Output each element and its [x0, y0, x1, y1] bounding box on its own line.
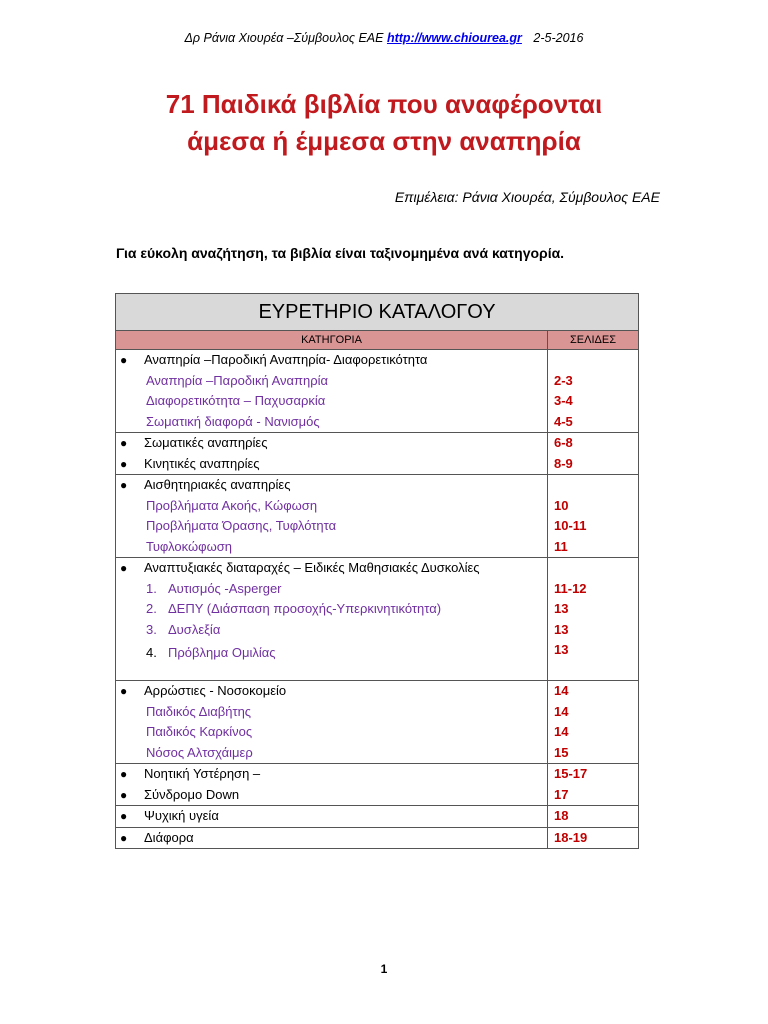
column-header-pages: ΣΕΛΙΔΕΣ	[548, 331, 639, 350]
bullet-icon: ●	[120, 767, 128, 781]
subcategory-label: Αναπηρία –Παροδική Αναπηρία	[146, 372, 329, 388]
header-link[interactable]: http://www.chiourea.gr	[386, 31, 522, 45]
page-range: 15	[554, 744, 569, 760]
category-label: Διάφορα	[144, 829, 194, 845]
category-label: Αναπτυξιακές διαταραχές – Ειδικές Μαθησιακές Δυσκολίες	[144, 560, 480, 575]
list-item	[116, 558, 547, 579]
header-date: 2-5-2016	[533, 31, 584, 45]
category-cell	[116, 827, 548, 849]
page-range: 15-17	[554, 766, 588, 781]
page-range: 2-3	[554, 372, 573, 388]
page-range: 10-11	[554, 518, 587, 533]
subcategory-label: Νόσος Αλτσχάιμερ	[146, 744, 253, 760]
page-range: 17	[554, 786, 569, 802]
pages-cell	[548, 350, 639, 433]
title-line-2: άμεσα ή έμμεσα στην αναπηρία	[187, 126, 581, 156]
table-row	[116, 827, 639, 849]
page-range: 4-5	[554, 413, 573, 429]
document-title	[0, 86, 768, 160]
page-range: 13	[554, 642, 569, 657]
category-cell	[116, 764, 548, 806]
page-range: 6-8	[554, 435, 573, 450]
list-item	[116, 475, 547, 496]
list-item	[116, 454, 547, 475]
subcategory-label: Σωματική διαφορά - Νανισμός	[146, 413, 320, 429]
category-label: Αισθητηριακές αναπηρίες	[144, 477, 291, 492]
page-range	[548, 350, 638, 371]
category-label: Αρρώστιες - Νοσοκομείο	[144, 683, 287, 698]
intro-text: Για εύκολη αναζήτηση, τα βιβλία είναι ταξινομημένα ανά κατηγορία.	[116, 245, 565, 261]
numbered-item	[116, 620, 547, 641]
subcategory-label: Παιδικός Καρκίνος	[146, 724, 253, 739]
pages-cell	[548, 433, 639, 475]
bullet-icon: ●	[120, 561, 128, 575]
index-table	[115, 293, 639, 849]
page-range: 13	[554, 621, 569, 637]
pages-cell	[548, 558, 639, 681]
list-item	[116, 350, 547, 371]
category-cell	[116, 681, 548, 764]
column-header-category: ΚΑΤΗΓΟΡΙΑ	[116, 331, 548, 350]
subcategory-label: Αυτισμός -Asperger	[168, 580, 282, 596]
page-range	[548, 558, 638, 579]
bullet-icon: ●	[120, 809, 128, 823]
list-item	[116, 681, 547, 702]
subcategory-label: Διαφορετικότητα – Παχυσαρκία	[146, 393, 326, 408]
bullet-icon: ●	[120, 436, 128, 450]
list-item	[116, 764, 547, 785]
page-number: 1	[380, 962, 388, 976]
page-range: 11	[554, 538, 568, 554]
table-row	[116, 764, 639, 806]
table-row	[116, 681, 639, 764]
page-range	[548, 475, 638, 496]
page-range: 18	[554, 808, 569, 823]
table-row	[116, 806, 639, 828]
page-range: 14	[554, 683, 569, 698]
category-cell	[116, 806, 548, 828]
header-author: Δρ Ράνια Χιουρέα –Σύμβουλος ΕΑΕ	[184, 31, 384, 45]
bullet-icon: ●	[120, 684, 128, 698]
spacer	[116, 666, 547, 680]
page-range: 3-4	[554, 393, 573, 408]
subcategory-label: Προβλήματα Ακοής, Κώφωση	[146, 497, 318, 513]
pages-cell	[548, 806, 639, 828]
list-item	[116, 806, 547, 827]
numbered-item	[116, 599, 547, 620]
item-number: 4.	[146, 645, 157, 660]
page-header	[0, 31, 768, 45]
list-item	[116, 828, 547, 849]
subcategory-label: Προβλήματα Όρασης, Τυφλότητα	[146, 518, 337, 533]
table-row	[116, 350, 639, 433]
table-row	[116, 433, 639, 475]
category-cell	[116, 558, 548, 681]
bullet-icon: ●	[120, 353, 128, 367]
bullet-icon: ●	[120, 478, 128, 492]
list-item	[116, 433, 547, 454]
pages-cell	[548, 681, 639, 764]
numbered-item	[116, 579, 547, 600]
page-range: 18-19	[554, 829, 588, 845]
table-row	[116, 558, 639, 681]
subcategory-label: ΔΕΠΥ (Διάσπαση προσοχής-Υπερκινητικότητα)	[168, 601, 442, 616]
bullet-icon: ●	[120, 787, 128, 802]
title-line-1: 71 Παιδικά βιβλία που αναφέρονται	[165, 89, 603, 119]
pages-cell	[548, 827, 639, 849]
item-number: 3.	[146, 621, 157, 637]
page-range: 11-12	[554, 580, 587, 596]
category-cell	[116, 350, 548, 433]
category-label: Σωματικές αναπηρίες	[144, 435, 268, 450]
item-number: 2.	[146, 601, 157, 616]
pages-cell	[548, 475, 639, 558]
page-range: 13	[554, 601, 569, 616]
category-label: Κινητικές αναπηρίες	[144, 455, 260, 471]
category-cell	[116, 475, 548, 558]
subcategory-label: Πρόβλημα Ομιλίας	[168, 645, 276, 660]
pages-cell	[548, 764, 639, 806]
category-cell	[116, 433, 548, 475]
category-label: Ψυχική υγεία	[144, 808, 219, 823]
category-label: Αναπηρία –Παροδική Αναπηρία- Διαφορετικότητα	[144, 352, 428, 367]
bullet-icon: ●	[120, 830, 128, 845]
page-range: 14	[554, 724, 569, 739]
subcategory-label: Παιδικός Διαβήτης	[146, 703, 252, 719]
subcategory-label: Τυφλοκώφωση	[146, 538, 232, 554]
page-range: 14	[554, 703, 569, 719]
page-range: 8-9	[554, 455, 573, 471]
list-item	[116, 785, 547, 806]
page-range: 10	[554, 497, 569, 513]
editor-credit: Επιμέλεια: Ράνια Χιουρέα, Σύμβουλος ΕΑΕ	[394, 189, 660, 205]
subcategory-label: Δυσλεξία	[168, 621, 221, 637]
numbered-item	[116, 640, 547, 666]
table-row	[116, 475, 639, 558]
item-number: 1.	[146, 580, 157, 596]
category-label: Σύνδρομο Down	[144, 786, 240, 802]
index-title: ΕΥΡΕΤΗΡΙΟ ΚΑΤΑΛΟΓΟΥ	[116, 294, 639, 331]
category-label: Νοητική Υστέρηση –	[144, 766, 261, 781]
bullet-icon: ●	[120, 456, 128, 471]
